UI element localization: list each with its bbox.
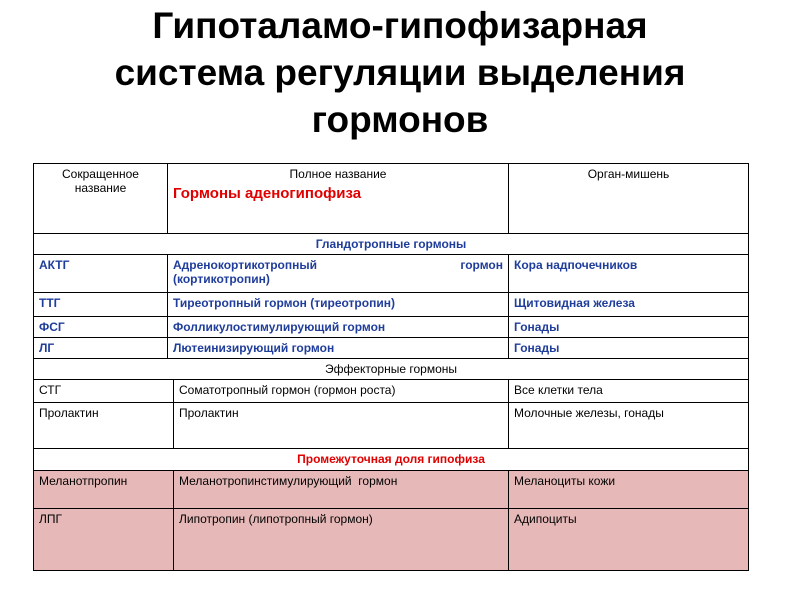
table-row-stg <box>34 380 749 403</box>
section-glandotropic: Гландотропные гормоны <box>34 234 749 255</box>
cell-full: Меланотропинстимулирующий гормон <box>174 471 509 509</box>
cell-short: Пролактин <box>34 403 174 449</box>
table-header-row <box>34 164 749 234</box>
page-title <box>0 2 800 143</box>
hormones-table <box>33 163 749 571</box>
cell-target: Меланоциты кожи <box>509 471 749 509</box>
section-intermediate: Промежуточная доля гипофиза <box>34 449 749 471</box>
cell-short: ЛПГ <box>34 509 174 571</box>
cell-target: Адипоциты <box>509 509 749 571</box>
title-line-1: Гипоталамо-гипофизарная <box>152 5 648 46</box>
cell-target: Щитовидная железа <box>509 293 749 317</box>
table-row-ttg <box>34 293 749 317</box>
cell-full: Тиреотропный гормон (тиреотропин) <box>168 293 509 317</box>
title-line-3: гормонов <box>311 99 489 140</box>
table-row-prolactin <box>34 403 749 449</box>
table-row-actg <box>34 255 749 293</box>
section-effector: Эффекторные гормоны <box>34 359 749 380</box>
cell-full: Пролактин <box>174 403 509 449</box>
cell-target: Все клетки тела <box>509 380 749 403</box>
cell-full: Соматотропный гормон (гормон роста) <box>174 380 509 403</box>
section-row-glandotropic <box>34 234 749 255</box>
header-short-name: Сокращенное название <box>34 164 168 234</box>
title-line-2: система регуляции выделения <box>114 52 686 93</box>
cell-target: Молочные железы, гонады <box>509 403 749 449</box>
cell-short: ТТГ <box>34 293 168 317</box>
cell-full-part-c: (кортикотропин) <box>173 272 270 286</box>
cell-full: Липотропин (липотропный гормон) <box>174 509 509 571</box>
adenohypophysis-subheader: Гормоны аденогипофиза <box>173 185 362 202</box>
table-row-melanotropin <box>34 471 749 509</box>
cell-short: ЛГ <box>34 338 168 359</box>
cell-full <box>168 255 509 293</box>
cell-target: Кора надпочечников <box>509 255 749 293</box>
header-target-organ: Орган-мишень <box>509 164 749 234</box>
header-full-name-cell <box>168 164 509 234</box>
section-row-intermediate <box>34 449 749 471</box>
cell-short: АКТГ <box>34 255 168 293</box>
table-row-lpg <box>34 509 749 571</box>
section-row-effector <box>34 359 749 380</box>
header-full-name: Полное название <box>289 167 387 181</box>
table-row-fsg <box>34 317 749 338</box>
cell-full-part-b: гормон <box>460 258 503 272</box>
cell-full: Фолликулостимулирующий гормон <box>168 317 509 338</box>
cell-target: Гонады <box>509 338 749 359</box>
cell-full-part-a: Адренокортикотропный <box>173 258 318 272</box>
cell-target: Гонады <box>509 317 749 338</box>
cell-short: Меланотпропин <box>34 471 174 509</box>
cell-short: ФСГ <box>34 317 168 338</box>
cell-short: СТГ <box>34 380 174 403</box>
table-row-lg <box>34 338 749 359</box>
cell-full: Лютеинизирующий гормон <box>168 338 509 359</box>
